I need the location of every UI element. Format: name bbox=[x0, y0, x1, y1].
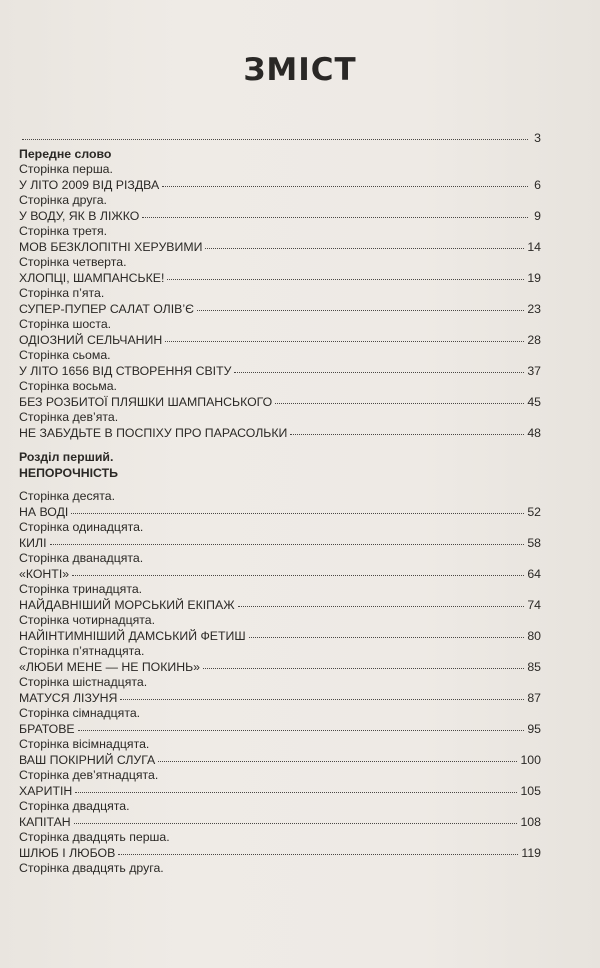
toc-entry-title: ОДІОЗНИЙ СЕЛЬЧАНИН bbox=[19, 332, 163, 347]
toc-entry-label: Сторінка дванадцята. bbox=[19, 551, 144, 565]
toc-entry bbox=[19, 660, 541, 676]
toc-page-number: 14 bbox=[527, 239, 541, 254]
toc-page-number: 45 bbox=[527, 394, 541, 409]
dot-leader bbox=[234, 371, 524, 373]
dot-leader bbox=[78, 729, 525, 731]
toc-page-number: 48 bbox=[527, 425, 541, 440]
dot-leader bbox=[290, 433, 524, 435]
dot-leader bbox=[120, 698, 524, 700]
toc-entry-label: Сторінка двадцять друга. bbox=[19, 861, 164, 875]
toc-entry-label: Сторінка четверта. bbox=[19, 255, 127, 269]
section-heading-line1: Розділ перший. bbox=[19, 450, 114, 464]
toc-entry-label: Сторінка друга. bbox=[19, 193, 107, 207]
toc-page-number: 52 bbox=[527, 504, 541, 519]
toc-page-number: 23 bbox=[527, 301, 541, 316]
toc-entry-label: Сторінка двадцять перша. bbox=[19, 830, 170, 844]
toc-entry-title: НАЙДАВНІШИЙ МОРСЬКИЙ ЕКІПАЖ bbox=[19, 597, 235, 612]
toc-entry-title: У ЛІТО 2009 ВІД РІЗДВА bbox=[19, 177, 160, 192]
toc-entry bbox=[19, 364, 541, 380]
toc-entry-title: КИЛІ bbox=[19, 535, 47, 550]
dot-leader bbox=[197, 309, 524, 311]
dot-leader bbox=[142, 216, 528, 218]
toc-entry bbox=[19, 209, 541, 225]
toc-entry-label: Сторінка дев’ятнадцята. bbox=[19, 768, 159, 782]
toc-entry bbox=[19, 302, 541, 318]
toc-page-number: 95 bbox=[527, 721, 541, 736]
toc-page-number: 58 bbox=[527, 535, 541, 550]
toc-entry-title: ХАРИТІН bbox=[19, 783, 73, 798]
toc-entry-title: «ЛЮБИ МЕНЕ — НЕ ПОКИНЬ» bbox=[19, 659, 201, 674]
dot-leader bbox=[238, 605, 525, 607]
dot-leader bbox=[22, 138, 528, 140]
toc-part-one-list bbox=[19, 162, 541, 441]
section-heading-line2: НЕПОРОЧНІСТЬ bbox=[19, 465, 118, 480]
toc-entry bbox=[19, 567, 541, 583]
dot-leader bbox=[167, 278, 524, 280]
toc-page-number: 9 bbox=[534, 208, 541, 223]
toc-entry bbox=[19, 815, 541, 831]
toc-page-number: 64 bbox=[527, 566, 541, 581]
toc-page-number: 6 bbox=[534, 177, 541, 192]
toc-entry-label: Сторінка одинадцята. bbox=[19, 520, 144, 534]
dot-leader bbox=[205, 247, 524, 249]
dot-leader bbox=[72, 574, 524, 576]
toc-page-number: 87 bbox=[527, 690, 541, 705]
dot-leader bbox=[249, 636, 525, 638]
toc-entry-title: КАПІТАН bbox=[19, 814, 71, 829]
dot-leader bbox=[165, 340, 524, 342]
toc-page-number: 37 bbox=[527, 363, 541, 378]
dot-leader bbox=[74, 822, 518, 824]
toc-entry-title: МАТУСЯ ЛІЗУНЯ bbox=[19, 690, 118, 705]
toc-entry-label: Сторінка п’ята. bbox=[19, 286, 105, 300]
dot-leader bbox=[50, 543, 525, 545]
dot-leader bbox=[71, 512, 524, 514]
toc-entry-label: Сторінка восьма. bbox=[19, 379, 117, 393]
toc-page-number: 80 bbox=[527, 628, 541, 643]
dot-leader bbox=[162, 185, 528, 187]
toc-page-number: 19 bbox=[527, 270, 541, 285]
toc-entry bbox=[19, 784, 541, 800]
dot-leader bbox=[75, 791, 517, 793]
toc-entry-label: Сторінка сімнадцята. bbox=[19, 706, 141, 720]
toc-entry-title: НА ВОДІ bbox=[19, 504, 69, 519]
toc-entry bbox=[19, 846, 541, 862]
toc-entry-label: Сторінка чотирнадцята. bbox=[19, 613, 156, 627]
toc-entry bbox=[19, 629, 541, 645]
toc-entry-title: ВАШ ПОКІРНИЙ СЛУГА bbox=[19, 752, 156, 767]
toc-page-number: 85 bbox=[527, 659, 541, 674]
toc-preface-title: Передне слово bbox=[19, 146, 112, 161]
page-title: ЗМІСТ bbox=[243, 52, 357, 88]
toc-entry-title: БРАТОВЕ bbox=[19, 721, 75, 736]
toc-page-number: 100 bbox=[520, 752, 541, 767]
dot-leader bbox=[158, 760, 517, 762]
toc-page-number: 119 bbox=[521, 845, 541, 860]
toc-entry bbox=[19, 598, 541, 614]
toc-entry-title: «КОНТІ» bbox=[19, 566, 70, 581]
dot-leader bbox=[275, 402, 524, 404]
toc-page-number: 74 bbox=[527, 597, 541, 612]
toc-entry-title: НАЙІНТИМНІШИЙ ДАМСЬКИЙ ФЕТИШ bbox=[19, 628, 246, 643]
toc-entry-label: Сторінка двадцята. bbox=[19, 799, 130, 813]
toc-entry-title: У ЛІТО 1656 ВІД СТВОРЕННЯ СВІТУ bbox=[19, 363, 232, 378]
toc-entry bbox=[19, 691, 541, 707]
toc-entry-label: Сторінка третя. bbox=[19, 224, 108, 238]
toc-page-number: 108 bbox=[520, 814, 541, 829]
toc-page-number: 3 bbox=[534, 131, 541, 145]
toc-entry bbox=[19, 722, 541, 738]
toc-entry bbox=[19, 536, 541, 552]
toc-page-number: 28 bbox=[527, 332, 541, 347]
toc-entry-label: Сторінка шістнадцята. bbox=[19, 675, 148, 689]
toc-entry-title: НЕ ЗАБУДЬТЕ В ПОСПІХУ ПРО ПАРАСОЛЬКИ bbox=[19, 425, 288, 440]
toc-entry bbox=[19, 426, 541, 442]
toc-entry-title: БЕЗ РОЗБИТОЇ ПЛЯШКИ ШАМПАНСЬКОГО bbox=[19, 394, 273, 409]
toc-entry-preface-leader bbox=[19, 131, 541, 147]
table-of-contents bbox=[19, 131, 541, 877]
toc-entry-title: ХЛОПЦІ, ШАМПАНСЬКЕ! bbox=[19, 270, 165, 285]
toc-entry-label: Сторінка перша. bbox=[19, 162, 113, 176]
toc-entry-title: СУПЕР-ПУПЕР САЛАТ ОЛІВ’Є bbox=[19, 301, 194, 316]
toc-entry-label: Сторінка сьома. bbox=[19, 348, 111, 362]
toc-entry-label: Сторінка тринадцята. bbox=[19, 582, 143, 596]
toc-entry bbox=[19, 178, 541, 194]
dot-leader bbox=[118, 853, 518, 855]
toc-entry-title: У ВОДУ, ЯК В ЛІЖКО bbox=[19, 208, 140, 223]
dot-leader bbox=[203, 667, 524, 669]
toc-page-number: 105 bbox=[520, 783, 541, 798]
toc-entry bbox=[19, 505, 541, 521]
toc-entry-label: Сторінка дев’ята. bbox=[19, 410, 119, 424]
toc-entry-label: Сторінка шоста. bbox=[19, 317, 112, 331]
toc-entry bbox=[19, 753, 541, 769]
toc-entry-label: Сторінка вісімнадцята. bbox=[19, 737, 150, 751]
toc-entry bbox=[19, 240, 541, 256]
toc-entry bbox=[19, 271, 541, 287]
toc-entry bbox=[19, 395, 541, 411]
toc-entry-label: Сторінка десята. bbox=[19, 489, 116, 503]
toc-entry-title: ШЛЮБ І ЛЮБОВ bbox=[19, 845, 116, 860]
toc-entry-label: Сторінка п’ятнадцята. bbox=[19, 644, 145, 658]
toc-entry-title: МОВ БЕЗКЛОПІТНІ ХЕРУВИМИ bbox=[19, 239, 203, 254]
toc-entry bbox=[19, 333, 541, 349]
toc-section-one-list bbox=[19, 489, 541, 861]
